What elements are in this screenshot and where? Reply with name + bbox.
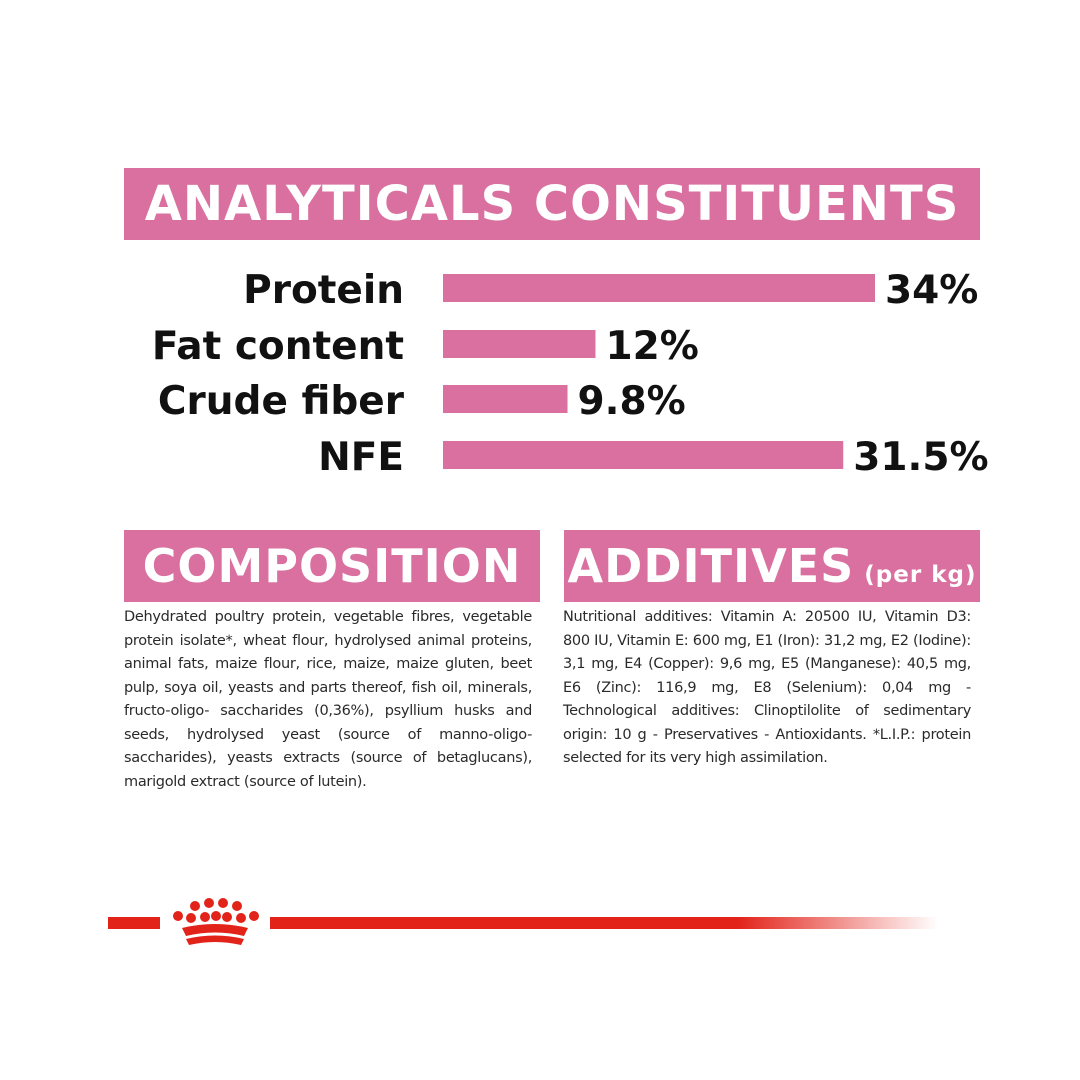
analyticals-title: ANALYTICALS CONSTITUENTS [144, 176, 960, 232]
footer-line-right [270, 917, 938, 929]
category-label: Crude fiber [157, 379, 404, 424]
value-label: 34% [885, 268, 979, 313]
additives-text: Nutritional additives: Vitamin A: 20500 IU, Vitamin D3: 800 IU, Vitamin E: 600 mg, E1 (Iron): 31,2 mg, E2 (Iodine): 3,1 mg, E4 (Copper): 9,6 mg, E5 (Manganese): 40,5 mg, E6 (Zinc): 116,9 mg, E8 (Selenium): 0,04 mg - Technological additives: Clinoptilolite of sedimentary origin: 10 g - Preservatives - Antioxidants. *L.I.P.: protein selected for its very high assimilation. [563, 609, 971, 766]
category-label: Fat content [151, 324, 404, 369]
composition-text: Dehydrated poultry protein, vegetable fibres, vegetable protein isolate*, wheat flour, hydrolysed animal proteins, animal fats, maize flour, rice, maize, maize gluten, beet pulp, soya oil, yeasts and parts thereof, fish oil, minerals, fructo-oligo- saccharides (0,36%), psyllium husks and seeds, hydrolysed yeast (source of manno-oligo-saccharides), yeasts extracts (source of betaglucans), marigold extract (source of lutein). [124, 609, 532, 790]
bar [443, 385, 568, 413]
additives-banner [564, 530, 980, 602]
additives-title: ADDITIVES [567, 539, 855, 593]
composition-banner [124, 530, 540, 602]
composition-title: COMPOSITION [142, 539, 522, 593]
additives-subtitle: (per kg) [864, 562, 977, 588]
bar [443, 330, 595, 358]
value-label: 31.5% [853, 435, 989, 480]
value-label: 12% [605, 324, 699, 369]
bar [443, 274, 875, 302]
category-label: NFE [318, 435, 404, 480]
bar [443, 441, 843, 469]
footer-line-left [108, 917, 160, 929]
category-label: Protein [243, 268, 404, 313]
crown-logo-icon [166, 896, 264, 950]
value-label: 9.8% [577, 379, 686, 424]
